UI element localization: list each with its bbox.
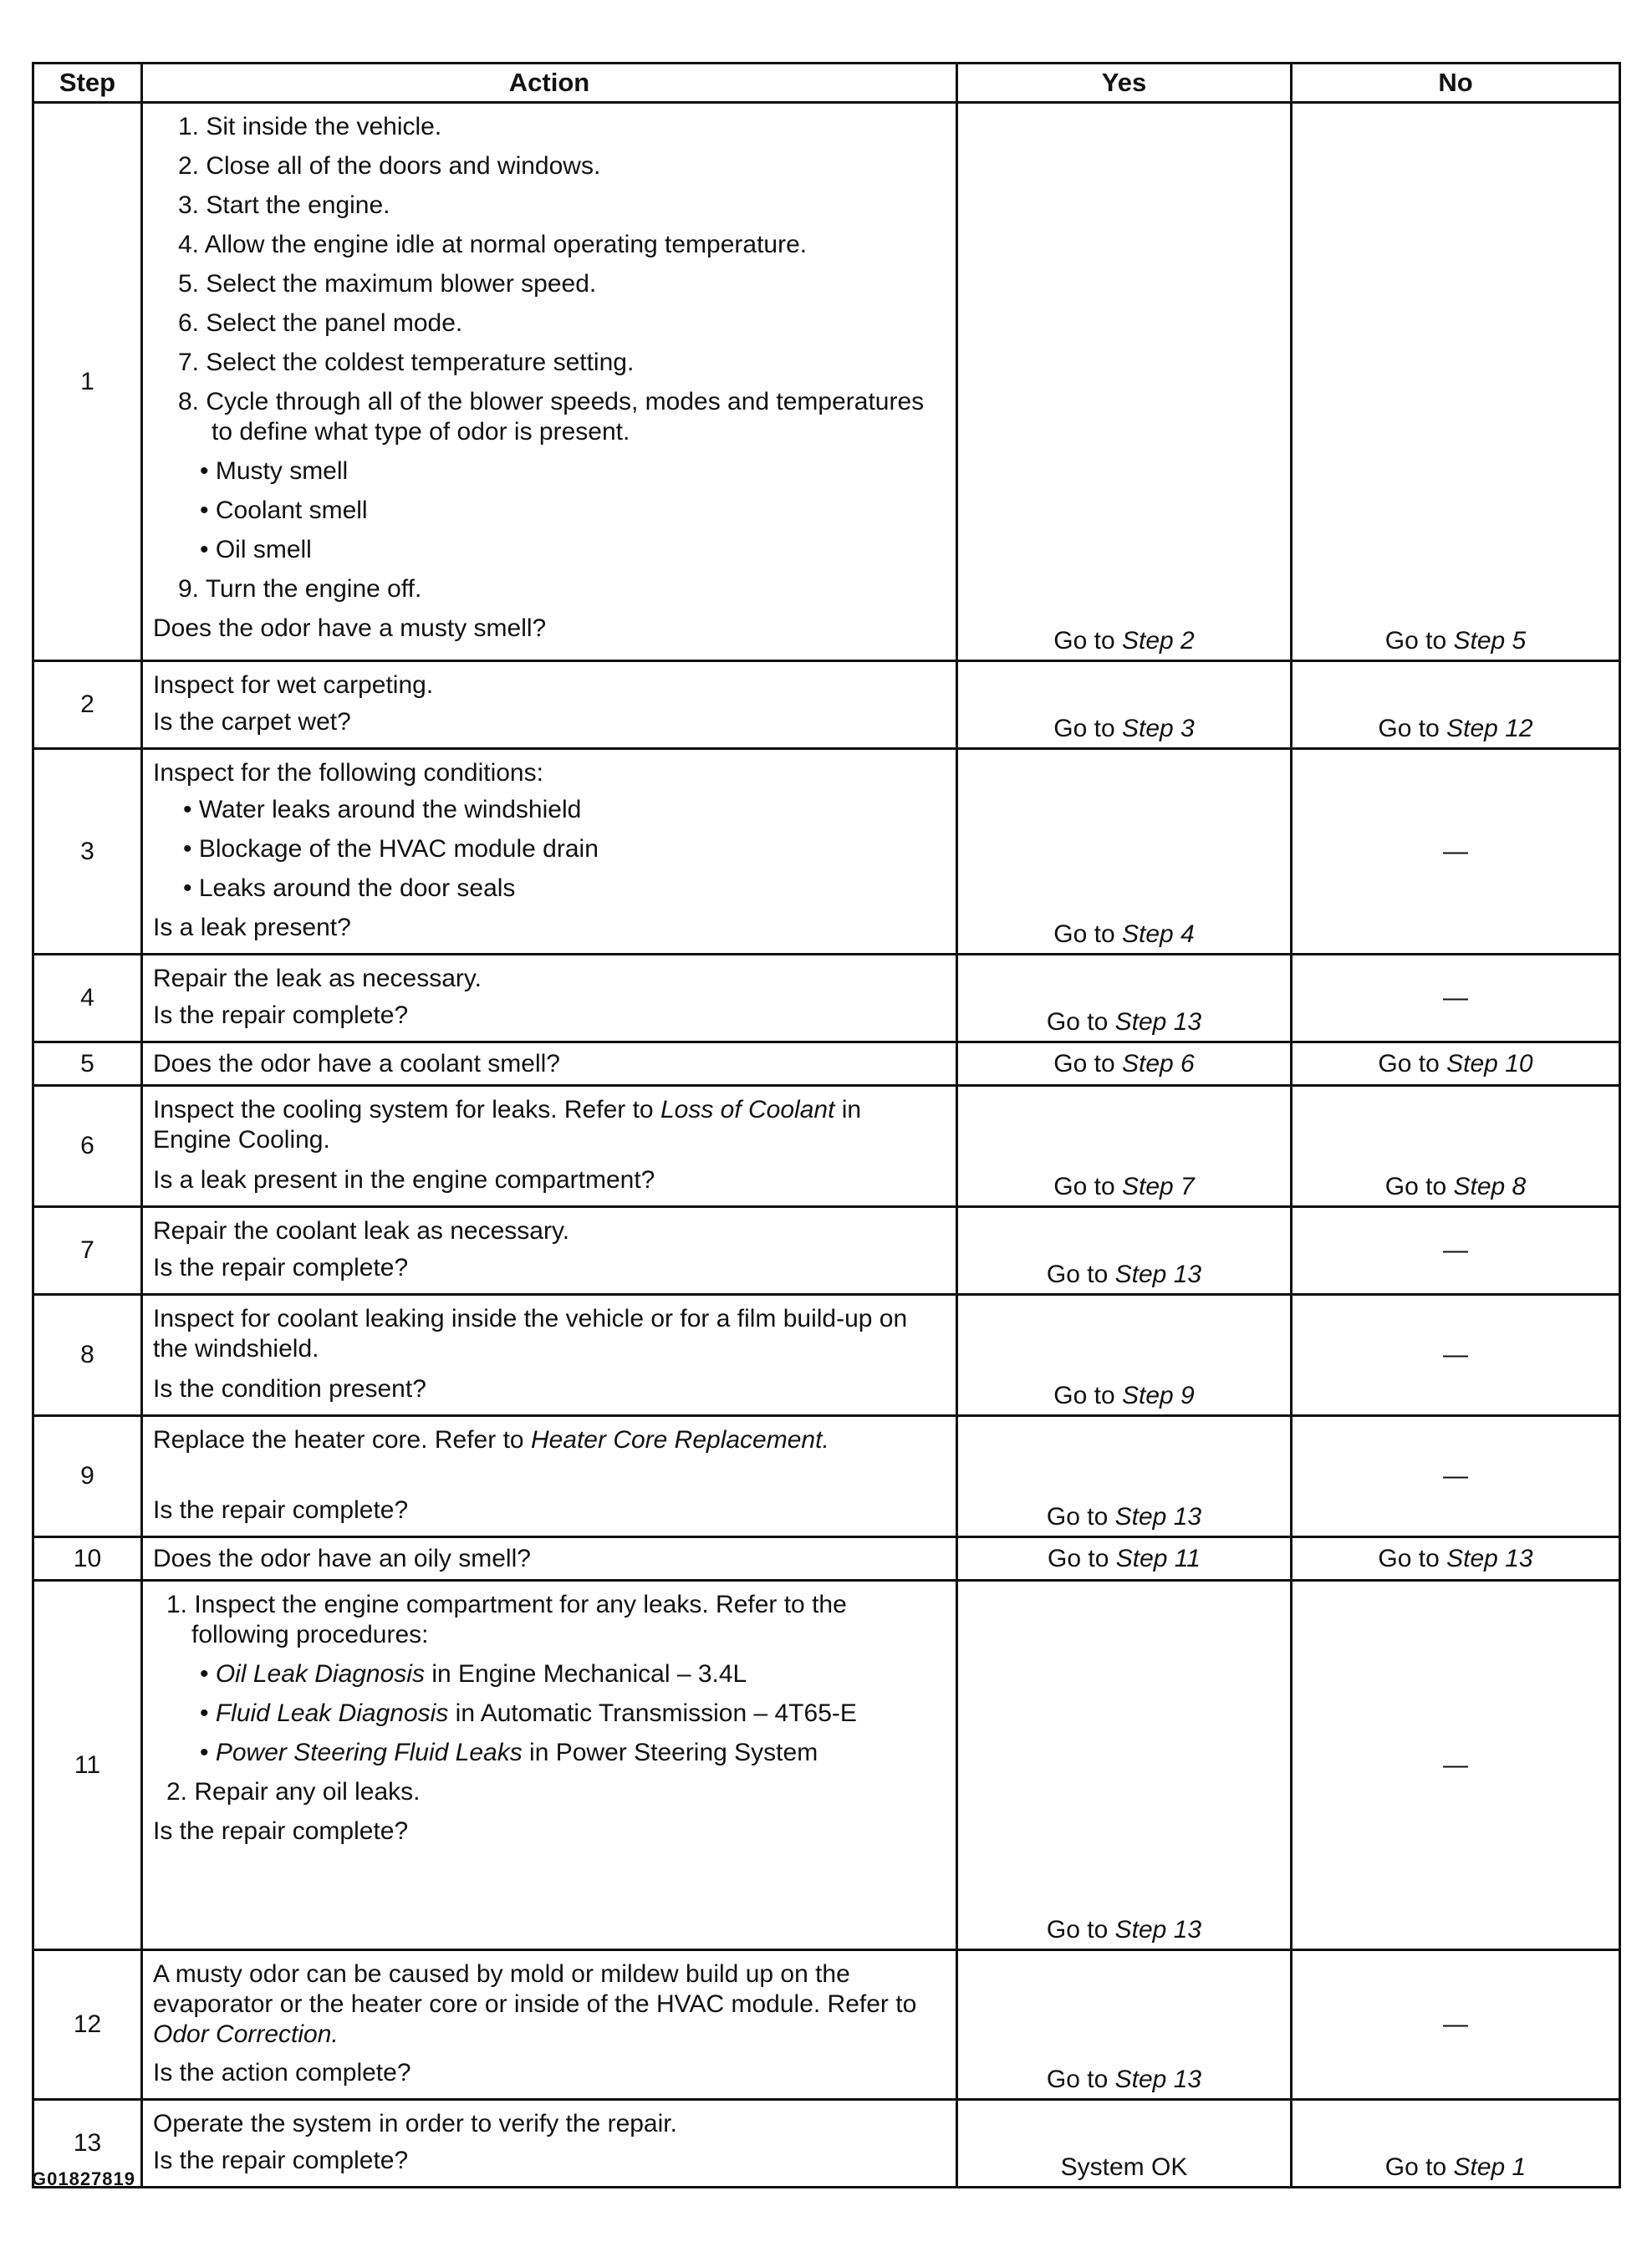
- question-text: Is a leak present?: [153, 914, 351, 941]
- header-no: No: [1292, 64, 1620, 103]
- step-number: 4: [33, 955, 142, 1042]
- bullet-text: Musty smell: [215, 457, 349, 485]
- goto-text: Go to: [1053, 627, 1115, 655]
- question-text: Is the repair complete?: [153, 1001, 409, 1029]
- step-number: 9: [33, 1416, 142, 1537]
- header-step: Step: [33, 64, 142, 103]
- step-ref: Step 8: [1453, 1173, 1527, 1200]
- table-row: [33, 103, 1620, 661]
- no-cell: [1292, 2100, 1620, 2188]
- question-text: Does the odor have a coolant smell?: [153, 1049, 560, 1078]
- action-text: Inspect for coolant leaking inside the vehicle or for a film build-up on the windshield.: [153, 1305, 908, 1363]
- question-text: Is the condition present?: [153, 1375, 426, 1403]
- bullet-item: • Blockage of the HVAC module drain: [183, 835, 599, 863]
- header-row: [33, 64, 1620, 103]
- question-text: Is the repair complete?: [153, 1496, 409, 1524]
- question-text: Is a leak present in the engine compartment?: [153, 1166, 655, 1194]
- action-cell: [142, 661, 957, 749]
- yes-cell: [957, 1042, 1292, 1086]
- no-cell: [1292, 103, 1620, 661]
- no-cell: —: [1292, 1950, 1620, 2100]
- step-number: 6: [33, 1086, 142, 1207]
- action-item: 1. Inspect the engine compartment for any leaks. Refer to the following procedures:: [166, 1591, 847, 1648]
- reference-link: Fluid Leak Diagnosis: [215, 1699, 449, 1727]
- goto-text: Go to: [1384, 627, 1447, 655]
- step-ref: Step 2: [1121, 627, 1195, 655]
- step-ref: Step 13: [1114, 1008, 1202, 1036]
- step-number: 1: [33, 103, 142, 661]
- yes-cell: [957, 1950, 1292, 2100]
- reference-link: Heater Core Replacement.: [530, 1426, 829, 1454]
- reference-link: Power Steering Fluid Leaks: [215, 1739, 523, 1766]
- bullet-text: Coolant smell: [215, 497, 368, 524]
- table-row: [33, 1086, 1620, 1207]
- figure-id: G01827819: [32, 2168, 135, 2189]
- question-text: Does the odor have an oily smell?: [153, 1544, 531, 1572]
- step-ref: Step 13: [1114, 1261, 1202, 1288]
- action-cell: [142, 1537, 957, 1581]
- step-number: 3: [33, 749, 142, 955]
- table-row: [33, 749, 1620, 955]
- goto-text: Go to: [1378, 1544, 1440, 1572]
- goto-text: Go to: [1378, 1049, 1440, 1078]
- step-ref: Step 1: [1453, 2153, 1527, 2181]
- yes-cell: [957, 1207, 1292, 1295]
- goto-text: Go to: [1053, 1173, 1115, 1200]
- bullet-item: • Power Steering Fluid Leaks in Power Steering System: [200, 1739, 818, 1766]
- action-cell: [142, 955, 957, 1042]
- goto-text: Go to: [1053, 1049, 1115, 1078]
- goto-text: Go to: [1048, 1544, 1109, 1572]
- bullet-text: Leaks around the door seals: [198, 874, 516, 902]
- goto-text: Go to: [1046, 1261, 1109, 1288]
- bullet-item: • Oil Leak Diagnosis in Engine Mechanical – 3.4L: [200, 1660, 747, 1688]
- question-text: Is the action complete?: [153, 2059, 411, 2086]
- action-cell: [142, 1042, 957, 1086]
- action-pre: A musty odor can be caused by mold or mildew build up on the evaporator or the heater core or inside of the HVAC module. Refer to: [153, 1960, 917, 2018]
- bullet-item: • Coolant smell: [200, 497, 368, 524]
- action-text: Operate the system in order to verify the repair.: [153, 2110, 677, 2137]
- step-number: 10: [33, 1537, 142, 1581]
- step-ref: Step 4: [1121, 920, 1195, 948]
- no-cell: —: [1292, 955, 1620, 1042]
- action-text: Repair the leak as necessary.: [153, 965, 482, 992]
- yes-cell: [957, 1295, 1292, 1416]
- step-ref: Step 12: [1446, 715, 1533, 742]
- no-cell: —: [1292, 1295, 1620, 1416]
- table-row: [33, 1537, 1620, 1581]
- step-number: 13: [33, 2100, 142, 2188]
- action-item: 8. Cycle through all of the blower speeds, modes and temperatures to define what type of odor is present.: [178, 388, 925, 446]
- yes-cell: [957, 103, 1292, 661]
- table-row: [33, 1581, 1620, 1950]
- bullet-text: Blockage of the HVAC module drain: [198, 835, 599, 863]
- question-text: Is the repair complete?: [153, 2147, 409, 2174]
- goto-text: Go to: [1053, 920, 1115, 948]
- action-cell: [142, 1950, 957, 2100]
- table-row: [33, 1950, 1620, 2100]
- table-row: [33, 1295, 1620, 1416]
- action-item: 3. Start the engine.: [178, 191, 390, 219]
- action-cell: [142, 1207, 957, 1295]
- step-ref: Step 13: [1114, 1916, 1202, 1944]
- yes-cell: [957, 749, 1292, 955]
- table-row: [33, 955, 1620, 1042]
- action-item: 1. Sit inside the vehicle.: [178, 113, 442, 140]
- action-cell: [142, 2100, 957, 2188]
- question-text: Does the odor have a musty smell?: [153, 614, 547, 642]
- table-row: [33, 1207, 1620, 1295]
- yes-cell: [957, 1537, 1292, 1581]
- bullet-item: • Oil smell: [200, 536, 312, 563]
- action-item: 2. Close all of the doors and windows.: [178, 152, 601, 180]
- action-item: 7. Select the coldest temperature setting.: [178, 349, 635, 376]
- bullet-text: in Engine Mechanical – 3.4L: [431, 1660, 747, 1688]
- action-cell: [142, 1086, 957, 1207]
- reference-link: Odor Correction.: [153, 2020, 339, 2048]
- step-ref: Step 3: [1121, 715, 1195, 742]
- step-number: 5: [33, 1042, 142, 1086]
- action-item: 4. Allow the engine idle at normal operating temperature.: [178, 231, 808, 258]
- action-item: 2. Repair any oil leaks.: [166, 1778, 421, 1806]
- no-cell: —: [1292, 749, 1620, 955]
- action-cell: [142, 1581, 957, 1950]
- step-number: 2: [33, 661, 142, 749]
- action-text: Inspect for the following conditions:: [153, 759, 543, 787]
- action-post: in Engine Cooling.: [153, 1096, 862, 1154]
- diagnostic-table: [32, 62, 1621, 2188]
- question-text: Is the repair complete?: [153, 1254, 409, 1281]
- action-cell: [142, 749, 957, 955]
- action-pre: Replace the heater core. Refer to: [153, 1426, 524, 1454]
- step-ref: Step 9: [1121, 1382, 1195, 1409]
- result-text: System OK: [1060, 2153, 1188, 2181]
- yes-cell: [957, 1581, 1292, 1950]
- table-row: [33, 661, 1620, 749]
- no-cell: —: [1292, 1581, 1620, 1950]
- bullet-text: in Automatic Transmission – 4T65-E: [455, 1699, 857, 1727]
- action-cell: [142, 103, 957, 661]
- step-ref: Step 13: [1114, 2066, 1202, 2093]
- reference-link: Oil Leak Diagnosis: [215, 1660, 425, 1688]
- no-cell: [1292, 661, 1620, 749]
- goto-text: Go to: [1053, 1382, 1115, 1409]
- step-number: 8: [33, 1295, 142, 1416]
- goto-text: Go to: [1046, 1008, 1109, 1036]
- step-number: 7: [33, 1207, 142, 1295]
- action-text: Inspect for wet carpeting.: [153, 671, 434, 699]
- bullet-item: • Water leaks around the windshield: [183, 796, 582, 823]
- step-ref: Step 13: [1114, 1503, 1202, 1531]
- step-ref: Step 11: [1115, 1544, 1201, 1572]
- reference-link: Loss of Coolant: [660, 1096, 835, 1123]
- step-ref: Step 6: [1121, 1049, 1195, 1078]
- goto-text: Go to: [1046, 2066, 1109, 2093]
- bullet-text: Oil smell: [215, 536, 312, 563]
- no-cell: [1292, 1537, 1620, 1581]
- action-pre: Inspect the cooling system for leaks. Refer to: [153, 1096, 654, 1123]
- step-ref: Step 7: [1121, 1173, 1195, 1200]
- goto-text: Go to: [1384, 1173, 1447, 1200]
- yes-cell: [957, 1086, 1292, 1207]
- table-row: [33, 1042, 1620, 1086]
- goto-text: Go to: [1053, 715, 1115, 742]
- no-cell: [1292, 1086, 1620, 1207]
- action-cell: [142, 1295, 957, 1416]
- step-number: 11: [33, 1581, 142, 1950]
- goto-text: Go to: [1046, 1503, 1109, 1531]
- bullet-item: • Fluid Leak Diagnosis in Automatic Transmission – 4T65-E: [200, 1699, 857, 1727]
- step-ref: Step 5: [1453, 627, 1527, 655]
- step-number: 12: [33, 1950, 142, 2100]
- header-yes: Yes: [957, 64, 1292, 103]
- action-item: 9. Turn the engine off.: [178, 575, 422, 603]
- action-cell: [142, 1416, 957, 1537]
- action-text: [153, 1425, 946, 1455]
- goto-text: Go to: [1378, 715, 1440, 742]
- action-text: [153, 1095, 946, 1155]
- bullet-item: • Musty smell: [200, 457, 349, 485]
- action-item: 6. Select the panel mode.: [178, 309, 463, 337]
- no-cell: [1292, 1042, 1620, 1086]
- no-cell: —: [1292, 1416, 1620, 1537]
- table-row: [33, 1416, 1620, 1537]
- goto-text: Go to: [1384, 2153, 1447, 2181]
- table-row: [33, 2100, 1620, 2188]
- bullet-item: • Leaks around the door seals: [183, 874, 516, 902]
- yes-cell: [957, 2100, 1292, 2188]
- yes-cell: [957, 955, 1292, 1042]
- no-cell: —: [1292, 1207, 1620, 1295]
- yes-cell: [957, 661, 1292, 749]
- question-text: Is the repair complete?: [153, 1817, 409, 1845]
- action-text: [153, 1959, 946, 2050]
- bullet-text: in Power Steering System: [529, 1739, 818, 1766]
- step-ref: Step 10: [1446, 1049, 1533, 1078]
- question-text: Is the carpet wet?: [153, 708, 351, 736]
- bullet-text: Water leaks around the windshield: [198, 796, 582, 823]
- step-ref: Step 13: [1446, 1544, 1533, 1572]
- action-text: Repair the coolant leak as necessary.: [153, 1217, 570, 1245]
- goto-text: Go to: [1046, 1916, 1109, 1944]
- action-item: 5. Select the maximum blower speed.: [178, 270, 597, 298]
- header-action: Action: [142, 64, 957, 103]
- yes-cell: [957, 1416, 1292, 1537]
